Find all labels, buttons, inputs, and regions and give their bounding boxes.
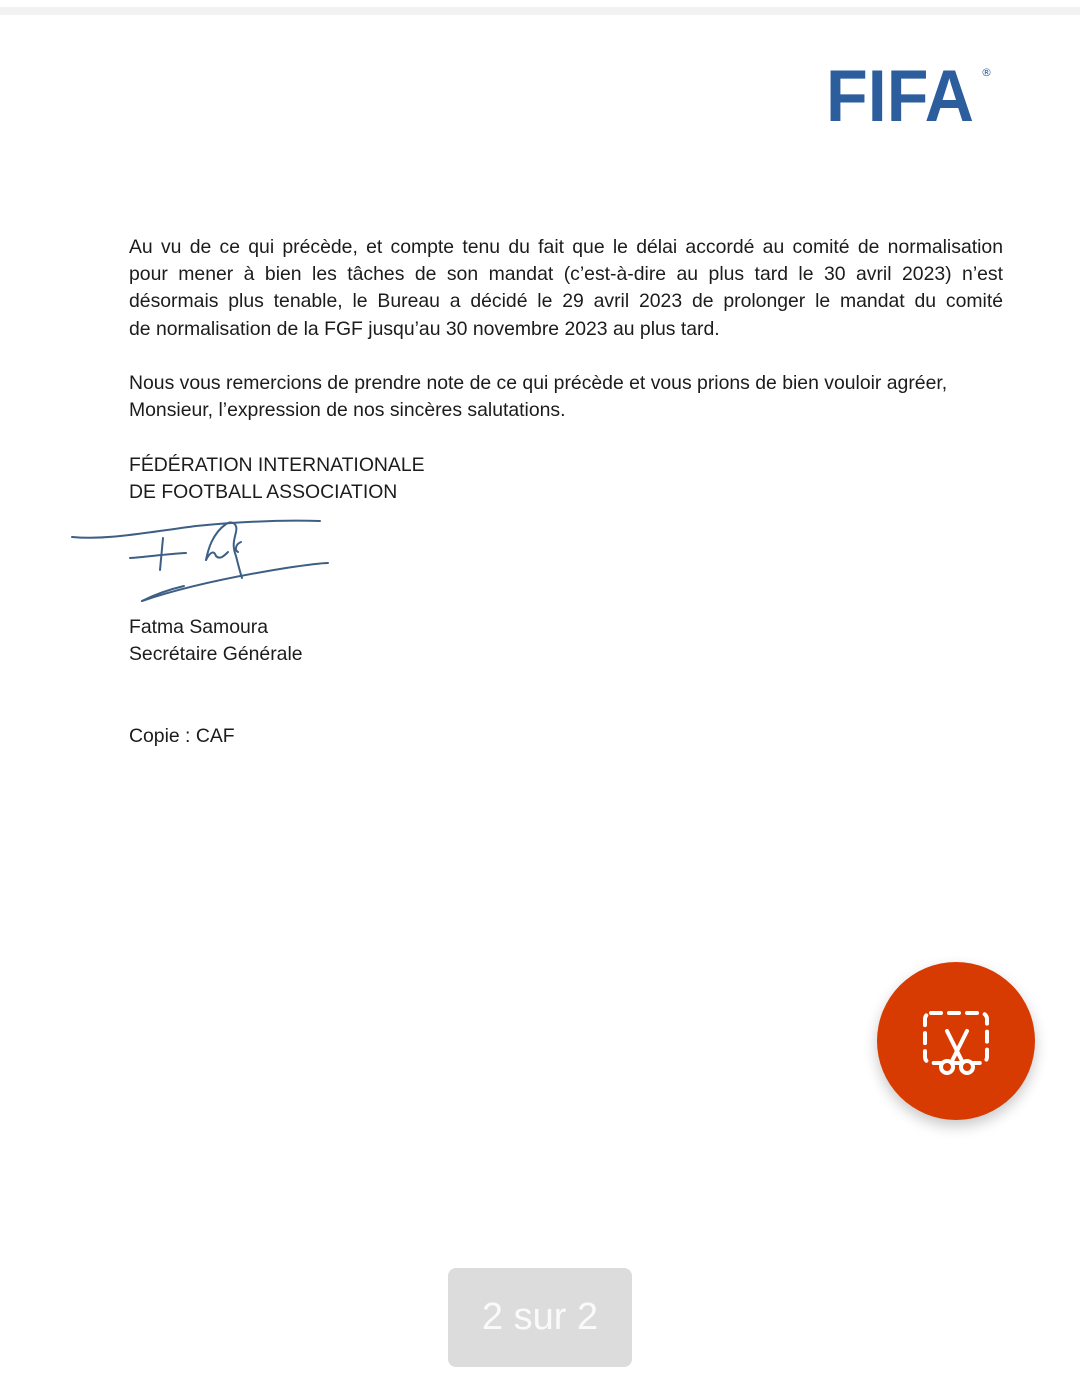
copy-recipient: Copie : CAF: [129, 725, 235, 747]
organization-line: FÉDÉRATION INTERNATIONALE: [129, 453, 425, 476]
letter-paragraph-2: [129, 370, 1003, 424]
paragraph-line: de normalisation de la FGF jusqu’au 30 novembre 2023 au plus tard.: [129, 317, 720, 340]
handwritten-signature: [66, 512, 346, 612]
logo-text: FIFA: [826, 62, 974, 126]
registered-mark: ®: [981, 66, 992, 79]
organization-line: DE FOOTBALL ASSOCIATION: [129, 480, 398, 503]
scissors-crop-icon: [920, 1005, 992, 1077]
paragraph-line: pour mener à bien les tâches de son mandat (c’est-à-dire au plus tard le 30 avril 2023) n’est: [129, 263, 1003, 286]
paragraph-line: Monsieur, l’expression de nos sincères salutations.: [129, 399, 566, 422]
signer-block: [129, 614, 303, 668]
page-indicator: 2 sur 2: [448, 1268, 632, 1367]
letter-body: [129, 234, 1003, 506]
top-status-band: [0, 7, 1080, 15]
organization-name: [129, 452, 1003, 506]
screenshot-crop-button[interactable]: [877, 962, 1035, 1120]
signer-name: Fatma Samoura: [129, 616, 269, 638]
paragraph-line: désormais plus tenable, le Bureau a décidé le 29 avril 2023 de prolonger le mandat du comité: [129, 290, 1003, 313]
paragraph-line: Au vu de ce qui précède, et compte tenu du fait que le délai accordé au comité de normalisation: [129, 236, 1003, 258]
fifa-logo: [826, 62, 996, 126]
signer-title: Secrétaire Générale: [129, 643, 303, 666]
letter-paragraph-1: [129, 234, 1003, 343]
paragraph-line: Nous vous remercions de prendre note de ce qui précède et vous prions de bien vouloir agréer,: [129, 371, 948, 394]
